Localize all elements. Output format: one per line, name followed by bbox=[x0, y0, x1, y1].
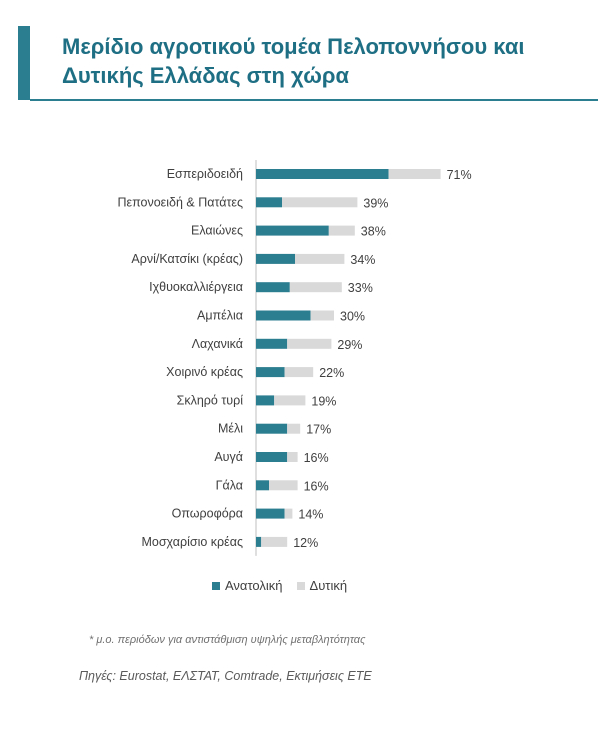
source-note: Πηγές: Eurostat, ΕΛΣΤΑΤ, Comtrade, Εκτιμήσεις ΕΤΕ bbox=[79, 669, 372, 683]
total-value-label: 16% bbox=[303, 451, 329, 465]
bar-west bbox=[287, 452, 297, 462]
bar-west bbox=[389, 169, 441, 179]
bar-west bbox=[287, 424, 300, 434]
bar-chart bbox=[0, 150, 609, 570]
total-value-label: 14% bbox=[298, 507, 324, 522]
total-value-label: 19% bbox=[311, 394, 337, 409]
total-value-label: 33% bbox=[347, 281, 373, 296]
bar-east bbox=[256, 254, 295, 264]
bar-west bbox=[274, 395, 305, 405]
chart-header bbox=[18, 26, 598, 100]
bar-east bbox=[256, 311, 311, 321]
bar-west bbox=[282, 197, 357, 207]
bar-east bbox=[256, 537, 261, 547]
category-label: Πεπονοειδή & Πατάτες bbox=[117, 195, 243, 210]
legend-item-west bbox=[297, 578, 348, 593]
chart-legend bbox=[212, 578, 347, 593]
category-label: Λαχανικά bbox=[191, 336, 243, 351]
bar-west bbox=[269, 480, 298, 490]
category-label: Μέλι bbox=[217, 421, 243, 436]
bar-east bbox=[256, 197, 282, 207]
total-value-label: 16% bbox=[303, 479, 329, 494]
bar-east bbox=[256, 480, 269, 490]
category-label: Αρνί/Κατσίκι (κρέας) bbox=[131, 251, 243, 266]
total-value-label: 71% bbox=[446, 168, 472, 182]
category-label: Ιχθυοκαλλιέργεια bbox=[149, 280, 243, 295]
category-label: Χοιρινό κρέας bbox=[166, 365, 243, 380]
bar-west bbox=[261, 537, 287, 547]
category-label: Σκληρό τυρί bbox=[176, 393, 243, 408]
bar-east bbox=[256, 226, 329, 236]
legend-item-east bbox=[212, 578, 283, 593]
bar-east bbox=[256, 424, 287, 434]
bar-west bbox=[290, 282, 342, 292]
total-value-label: 29% bbox=[337, 337, 363, 352]
bar-west bbox=[295, 254, 344, 264]
legend-label-east: Ανατολική bbox=[225, 578, 283, 593]
bar-west bbox=[285, 367, 314, 377]
total-value-label: 12% bbox=[293, 535, 319, 550]
bar-east bbox=[256, 452, 287, 462]
category-label: Ελαιώνες bbox=[190, 223, 243, 238]
category-label: Αυγά bbox=[214, 450, 243, 464]
category-label: Μοσχαρίσιο κρέας bbox=[141, 534, 243, 549]
total-value-label: 30% bbox=[340, 309, 366, 324]
bar-east bbox=[256, 509, 285, 519]
legend-label-west: Δυτική bbox=[309, 578, 348, 593]
total-value-label: 22% bbox=[319, 366, 345, 381]
total-value-label: 34% bbox=[350, 252, 376, 267]
category-label: Εσπεριδοειδή bbox=[166, 167, 243, 181]
bar-east bbox=[256, 169, 389, 179]
total-value-label: 38% bbox=[360, 224, 386, 239]
category-label: Αμπέλια bbox=[197, 308, 243, 323]
title-underline bbox=[30, 99, 598, 101]
bar-east bbox=[256, 395, 274, 405]
category-label: Οπωροφόρα bbox=[171, 506, 243, 521]
category-label: Γάλα bbox=[215, 478, 243, 493]
bar-east bbox=[256, 282, 290, 292]
legend-swatch-east bbox=[212, 582, 220, 590]
legend-swatch-west bbox=[297, 582, 305, 590]
total-value-label: 39% bbox=[363, 196, 389, 211]
bar-west bbox=[287, 339, 331, 349]
total-value-label: 17% bbox=[306, 422, 332, 437]
bar-west bbox=[329, 226, 355, 236]
accent-bar bbox=[18, 26, 30, 100]
bar-east bbox=[256, 339, 287, 349]
bar-west bbox=[311, 311, 334, 321]
bar-east bbox=[256, 367, 285, 377]
chart-title: Μερίδιο αγροτικού τομέα Πελοποννήσου και Δυτικής Ελλάδας στη χώρα bbox=[62, 34, 525, 88]
footnote: * μ.ο. περιόδων για αντιστάθμιση υψηλής μεταβλητότητας bbox=[89, 634, 366, 646]
bar-west bbox=[285, 509, 293, 519]
